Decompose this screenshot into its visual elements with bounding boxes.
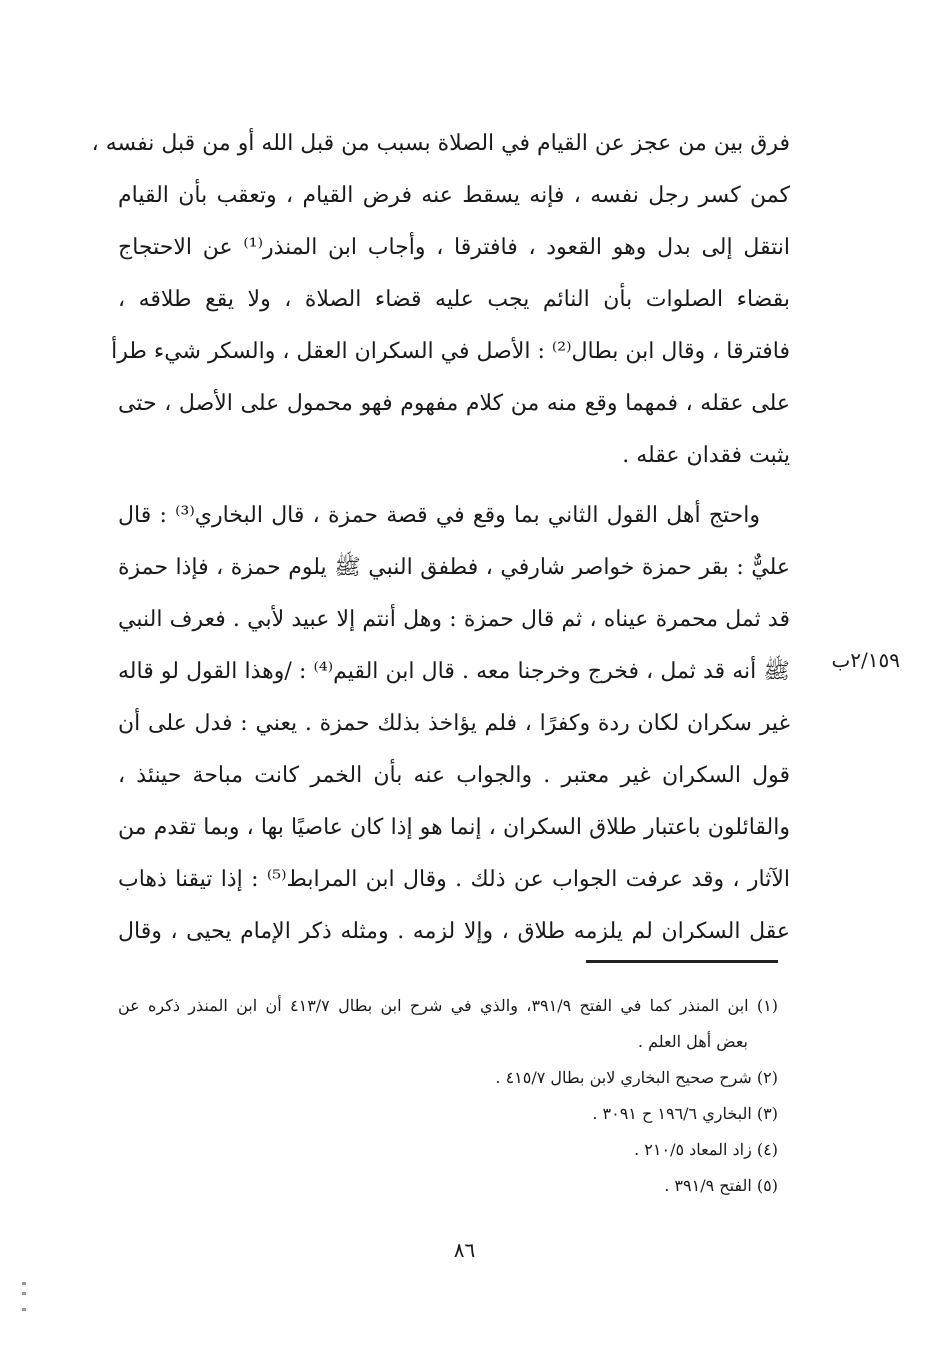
text-line: قد ثمل محمرة عيناه ، ثم قال حمزة : وهل أنتم إلا عبيد لأبي . فعرف النبي <box>118 607 790 632</box>
text-line: انتقل إلى بدل وهو القعود ، فافترقا ، وأجاب ابن المنذر⁽¹⁾ عن الاحتجاج <box>118 235 790 260</box>
main-text <box>91 118 790 958</box>
footnote-2: (٢) شرح صحيح البخاري لابن بطال ٤١٥/٧ . <box>495 1068 778 1087</box>
text-line: عقل السكران لم يلزمه طلاق ، وإلا لزمه . ومثله ذكر الإمام يحيى ، وقال <box>118 919 790 944</box>
text-line: فرق بين من عجز عن القيام في الصلاة بسبب من قبل الله أو من قبل نفسه ، <box>91 131 790 156</box>
text-line: بقضاء الصلوات بأن النائم يجب عليه قضاء الصلاة ، ولا يقع طلاقه ، <box>118 287 790 312</box>
text-line: يثبت فقدان عقله . <box>622 443 790 468</box>
scan-edge-mark <box>22 1292 26 1295</box>
text-line: قول السكران غير معتبر . والجواب عنه بأن الخمر كانت مباحة حينئذ ، <box>118 763 790 788</box>
footnote-1: (١) ابن المنذر كما في الفتح ٣٩١/٩، والذي في شرح ابن بطال ٤١٣/٧ أن ابن المنذر ذكره عن <box>118 996 779 1015</box>
text-line: ﷺ أنه قد ثمل ، فخرج وخرجنا معه . قال ابن القيم⁽⁴⁾ : /وهذا القول لو قاله <box>118 659 790 684</box>
text-line: غير سكران لكان ردة وكفرًا ، فلم يؤاخذ بذلك حمزة . يعني : فدل على أن <box>118 711 790 736</box>
text-line: والقائلون باعتبار طلاق السكران ، إنما هو إذا كان عاصيًا بها ، وبما تقدم من <box>118 815 790 840</box>
scan-edge-mark <box>22 1308 26 1311</box>
footnotes <box>118 988 778 1204</box>
footnote-5: (٥) الفتح ٣٩١/٩ . <box>664 1176 778 1195</box>
page-number: ٨٦ <box>453 1238 476 1262</box>
footnote-4: (٤) زاد المعاد ٢١٠/٥ . <box>634 1140 778 1159</box>
footnote-1-continuation: بعض أهل العلم . <box>637 1032 748 1051</box>
text-line: الآثار ، وقد عرفت الجواب عن ذلك . وقال ابن المرابط⁽⁵⁾ : إذا تيقنا ذهاب <box>118 867 790 892</box>
manuscript-folio-note: ٢/١٥٩ب <box>831 648 900 672</box>
text-line: واحتج أهل القول الثاني بما وقع في قصة حمزة ، قال البخاري⁽³⁾ : قال <box>118 503 760 528</box>
paragraph-gap <box>118 482 790 490</box>
text-line: عليٌّ : بقر حمزة خواصر شارفي ، فطفق النبي ﷺ يلوم حمزة ، فإذا حمزة <box>118 555 790 580</box>
text-line: على عقله ، فمهما وقع منه من كلام مفهوم فهو محمول على الأصل ، حتى <box>118 391 790 416</box>
scan-edge-mark <box>22 1282 26 1285</box>
footnote-3: (٣) البخاري ١٩٦/٦ ح ٣٠٩١ . <box>592 1104 778 1123</box>
footnote-separator <box>586 960 778 963</box>
text-line: فافترقا ، وقال ابن بطال⁽²⁾ : الأصل في السكران العقل ، والسكر شيء طرأ <box>111 339 790 364</box>
text-line: كمن كسر رجل نفسه ، فإنه يسقط عنه فرض القيام ، وتعقب بأن القيام <box>118 183 790 208</box>
